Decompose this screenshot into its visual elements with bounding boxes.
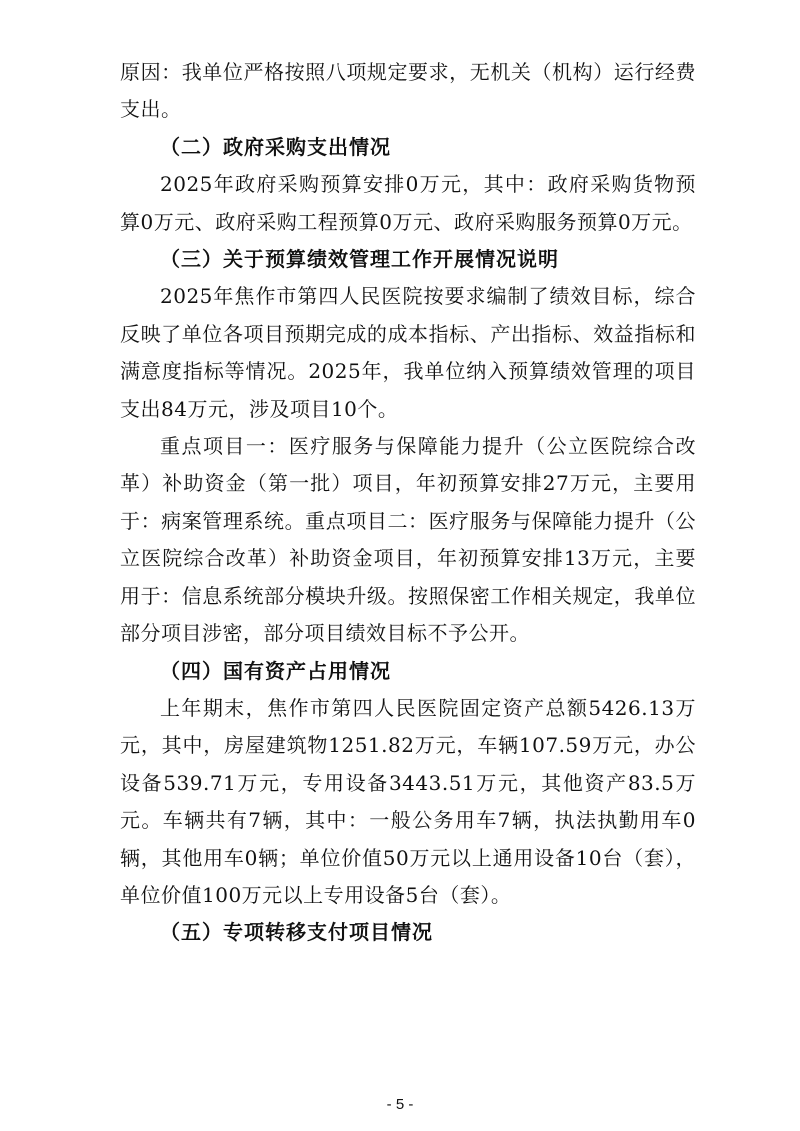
- paragraph-continuation: 原因：我单位严格按照八项规定要求，无机关（机构）运行经费支出。: [120, 60, 696, 122]
- document-body: [120, 54, 696, 952]
- section-heading-government-procurement: （二）政府采购支出情况: [160, 134, 391, 159]
- paragraph-key-projects: 重点项目一：医疗服务与保障能力提升（公立医院综合改革）补助资金（第一批）项目，年初预算安排27万元，主要用于：病案管理系统。重点项目二：医疗服务与保障能力提升（公立医院综合改革）补助资金项目，年初预算安排13万元，主要用于：信息系统部分模块升级。按照保密工作相关规定，我单位部分项目涉密，部分项目绩效目标不予公开。: [120, 434, 696, 646]
- section-heading-state-assets: （四）国有资产占用情况: [160, 658, 391, 683]
- section-heading-special-transfer-payments: （五）专项转移支付项目情况: [160, 920, 433, 945]
- page-number: - 5 -: [386, 1096, 414, 1113]
- section-heading-performance-management: （三）关于预算绩效管理工作开展情况说明: [160, 247, 559, 272]
- paragraph-performance-goals: 2025年焦作市第四人民医院按要求编制了绩效目标，综合反映了单位各项目预期完成的成本指标、产出指标、效益指标和满意度指标等情况。2025年，我单位纳入预算绩效管理的项目支出84万元，涉及项目10个。: [120, 284, 696, 421]
- paragraph-government-procurement: 2025年政府采购预算安排0万元，其中：政府采购货物预算0万元、政府采购工程预算0万元、政府采购服务预算0万元。: [120, 172, 696, 234]
- paragraph-state-assets: 上年期末，焦作市第四人民医院固定资产总额5426.13万元，其中，房屋建筑物1251.82万元，车辆107.59万元，办公设备539.71万元，专用设备3443.51万元，其他资产83.5万元。车辆共有7辆，其中：一般公务用车7辆，执法执勤用车0辆，其他用车0辆；单位价值50万元以上通用设备10台（套），单位价值100万元以上专用设备5台（套）。: [120, 695, 696, 907]
